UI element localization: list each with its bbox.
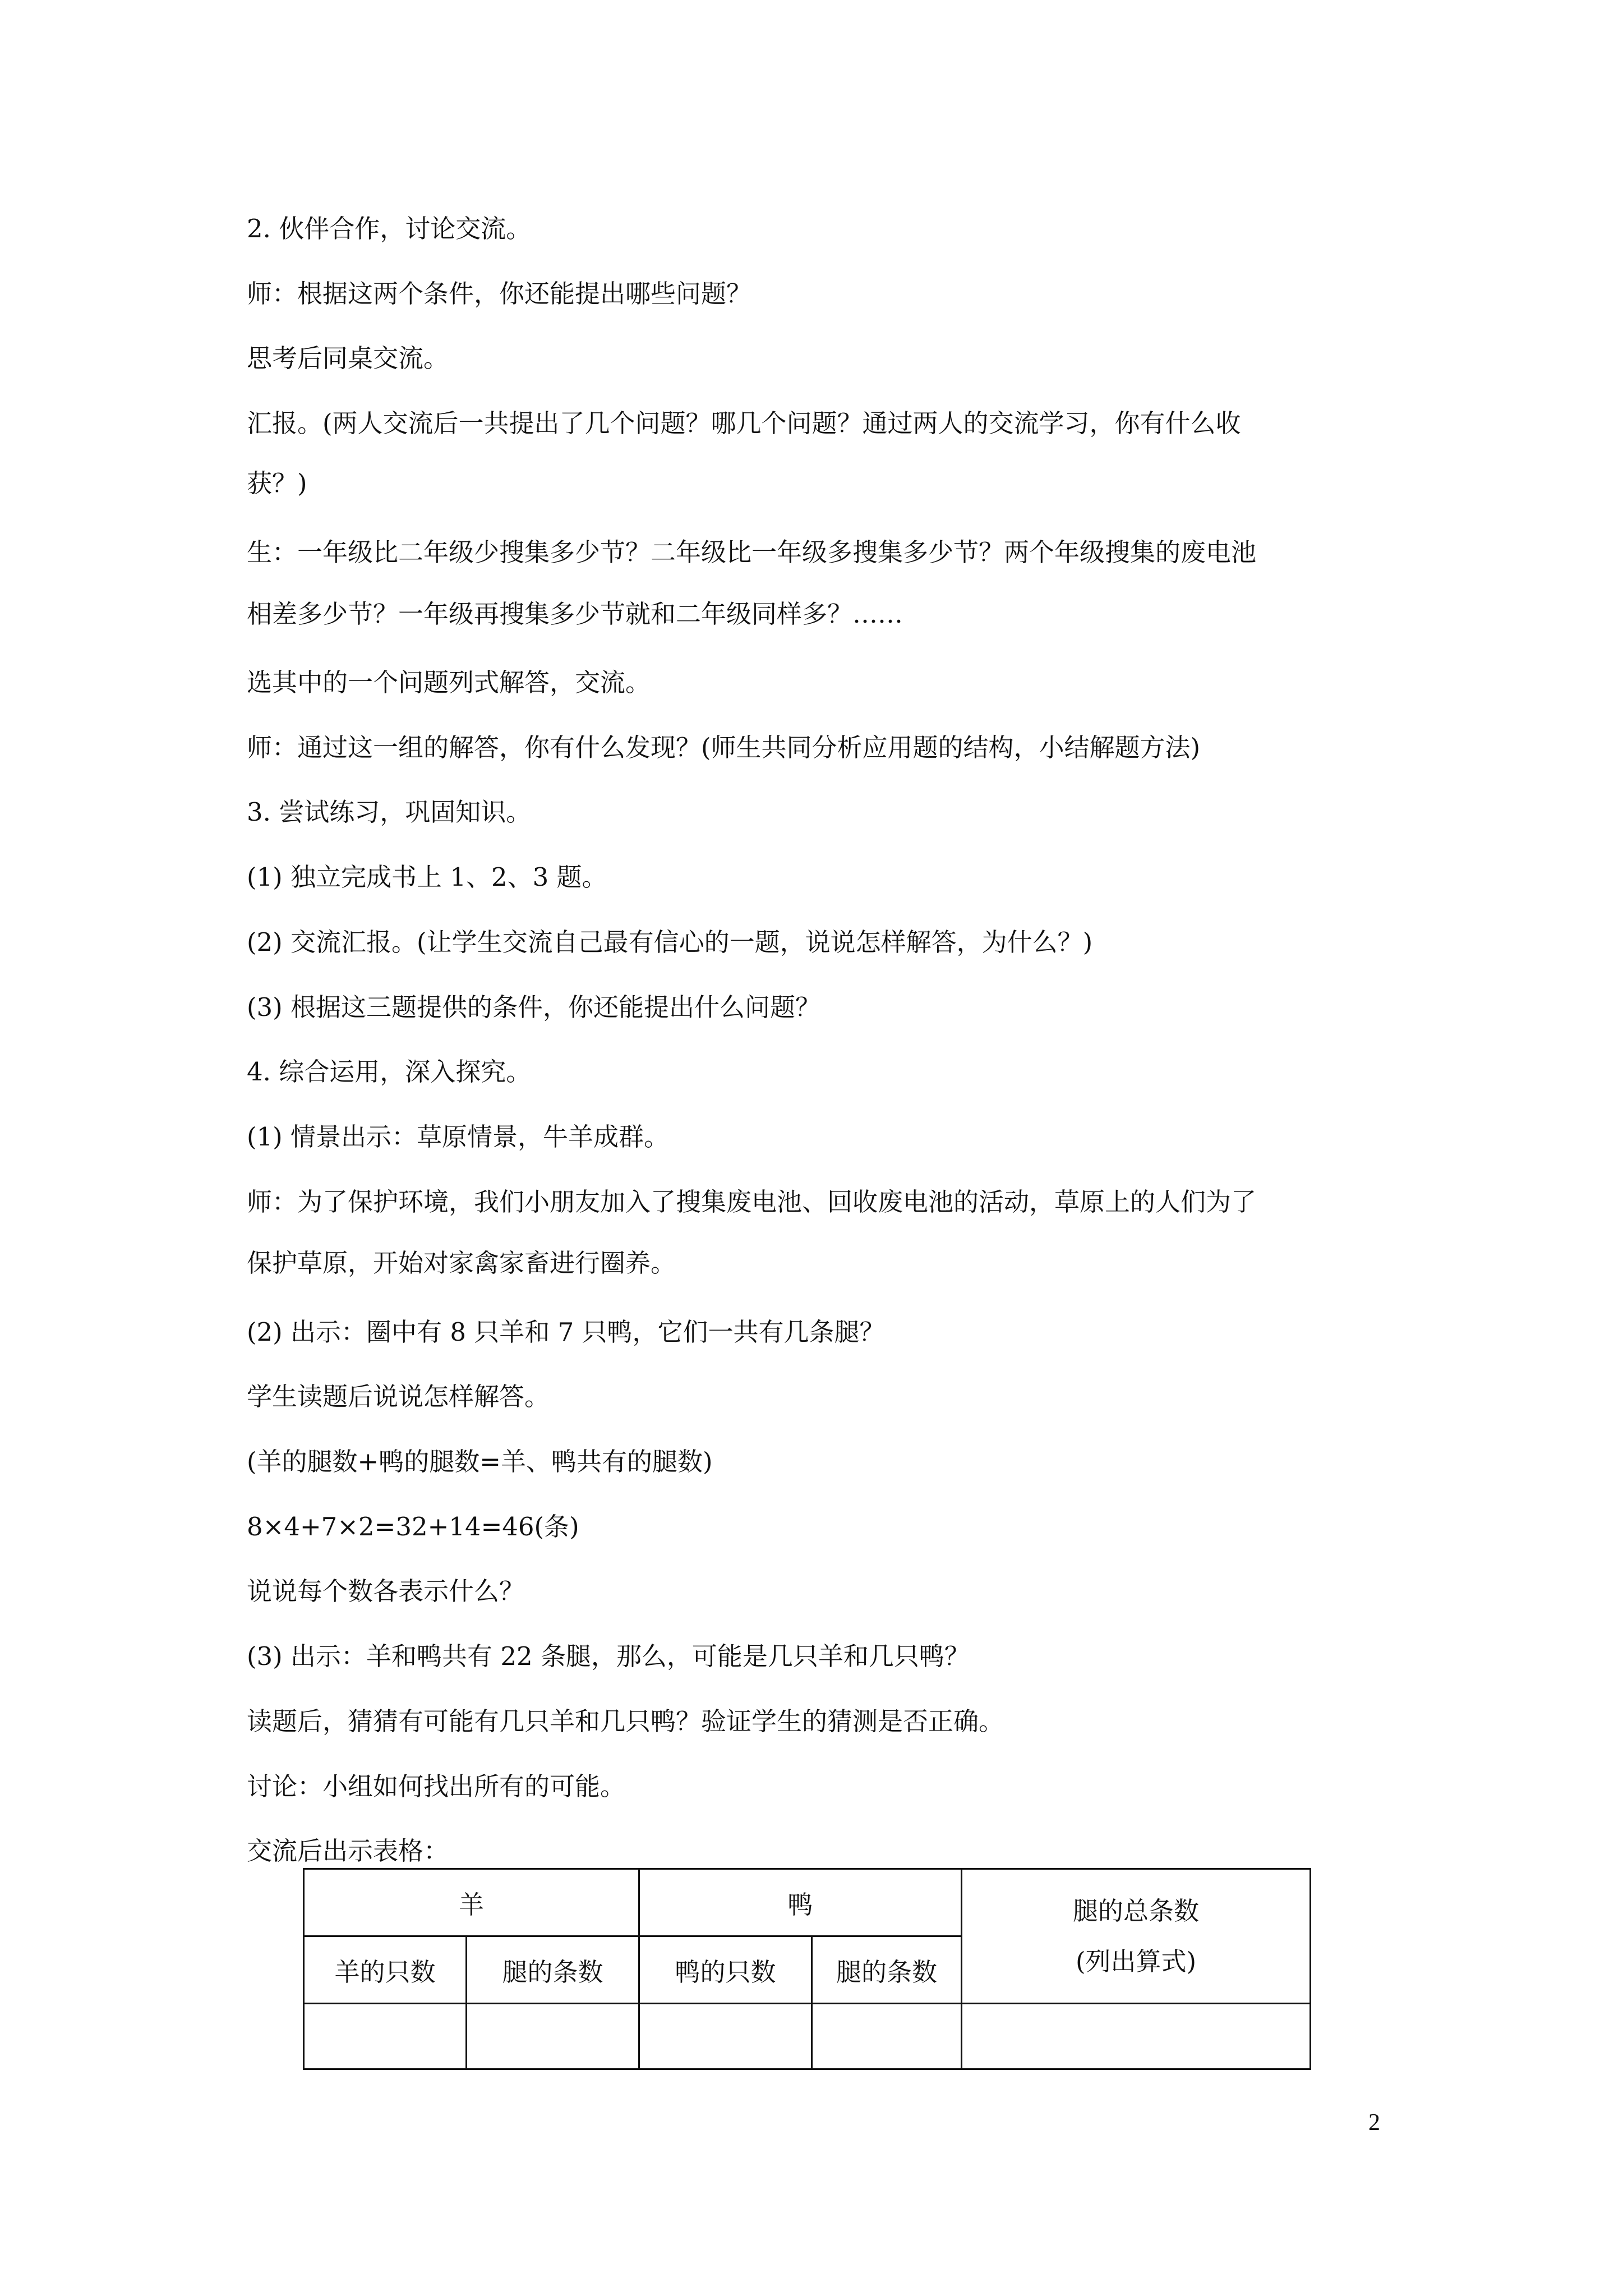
paragraph: 说说每个数各表示什么？ [247,1576,525,1606]
table-row [304,2004,1311,2069]
legs-table [303,1868,1311,2070]
table-cell [304,2004,467,2069]
paragraph: 选其中的一个问题列式解答，交流。 [247,668,651,697]
paragraph: (2) 出示：圈中有 8 只羊和 7 只鸭，它们一共有几条腿？ [247,1317,885,1347]
total-legs-note: (列出算式) [1075,1946,1197,1976]
paragraph: 师：通过这一组的解答，你有什么发现？(师生共同分析应用题的结构，小结解题方法) [247,733,1201,762]
paragraph: 读题后，猜猜有可能有几只羊和几只鸭？验证学生的猜测是否正确。 [247,1706,1004,1736]
sheep-legs-header: 腿的条数 [467,1936,639,2004]
sheep-count-header: 羊的只数 [304,1936,467,2004]
page-number: 2 [1368,2110,1380,2136]
sheep-header-cell: 羊 [304,1869,639,1936]
paragraph: (羊的腿数+鸭的腿数=羊、鸭共有的腿数) [247,1447,713,1476]
paragraph: 生：一年级比二年级少搜集多少节？二年级比一年级多搜集多少节？两个年级搜集的废电池 [247,537,1257,567]
paragraph: 学生读题后说说怎样解答。 [247,1382,550,1411]
table-cell [639,2004,812,2069]
table-header-row [304,1869,1311,1936]
paragraph: (3) 出示：羊和鸭共有 22 条腿，那么，可能是几只羊和几只鸭？ [247,1641,970,1671]
paragraph: (3) 根据这三题提供的条件，你还能提出什么问题？ [247,992,821,1022]
paragraph: 获？) [247,468,307,498]
paragraph: 师：为了保护环境，我们小朋友加入了搜集废电池、回收废电池的活动，草原上的人们为了 [247,1187,1257,1217]
duck-count-header: 鸭的只数 [639,1936,812,2004]
total-legs-header-cell [962,1869,1311,2004]
table-cell [467,2004,639,2069]
duck-header-cell: 鸭 [639,1869,962,1936]
paragraph: (2) 交流汇报。(让学生交流自己最有信心的一题，说说怎样解答，为什么？) [247,927,1093,957]
section-heading-2: 2. 伙伴合作，讨论交流。 [247,214,532,243]
formula: 8×4+7×2=32+14=46(条) [247,1512,579,1542]
section-heading-3: 3. 尝试练习，巩固知识。 [247,797,532,827]
paragraph: 相差多少节？一年级再搜集多少节就和二年级同样多？…… [247,599,903,629]
paragraph: (1) 情景出示：草原情景，牛羊成群。 [247,1122,670,1152]
table-cell [812,2004,962,2069]
duck-legs-header: 腿的条数 [812,1936,962,2004]
paragraph: 讨论：小组如何找出所有的可能。 [247,1772,626,1801]
paragraph: (1) 独立完成书上 1、2、3 题。 [247,862,607,892]
paragraph: 汇报。(两人交流后一共提出了几个问题？哪几个问题？通过两人的交流学习，你有什么收 [247,408,1241,438]
paragraph: 师：根据这两个条件，你还能提出哪些问题？ [247,279,752,309]
total-legs-label: 腿的总条数 [1073,1895,1200,1926]
paragraph: 交流后出示表格： [247,1836,449,1866]
section-heading-4: 4. 综合运用，深入探究。 [247,1057,532,1087]
table-cell [962,2004,1311,2069]
paragraph: 保护草原，开始对家禽家畜进行圈养。 [247,1248,676,1278]
paragraph: 思考后同桌交流。 [247,343,449,373]
